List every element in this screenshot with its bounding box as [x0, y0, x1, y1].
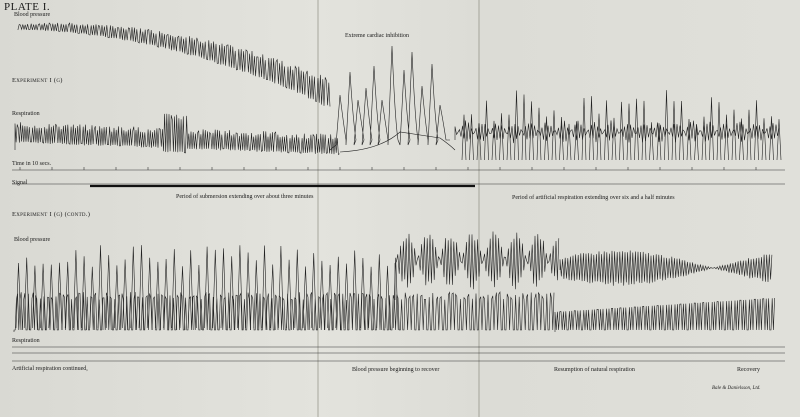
top-respiration-label: Respiration — [12, 111, 40, 117]
top-blood-pressure-label: Blood pressure — [14, 12, 51, 18]
respiration-wave — [15, 114, 340, 155]
natural-respiration-caption: Resumption of natural respiration — [554, 367, 635, 373]
bp-recovery-right — [560, 251, 772, 286]
bp-recovery-dense — [395, 232, 559, 301]
printer-credit: Bale & Danielsson, Ltd. — [712, 386, 761, 391]
bottom-respiration-label: Respiration — [12, 338, 40, 344]
top-blood-pressure-trace — [18, 23, 781, 160]
bp-inhibition-spikes — [330, 46, 450, 150]
recovery-caption: Recovery — [737, 367, 760, 373]
signal-label: Signal — [12, 180, 28, 186]
time-label: Time in 10 secs. — [12, 161, 52, 167]
respiration-natural — [555, 298, 775, 332]
artificial-respiration-caption: Period of artificial respiration extending over six and a half minutes — [512, 195, 675, 201]
top-time-marker-line — [12, 167, 785, 170]
bp-peaks-left — [16, 245, 398, 330]
bottom-blood-pressure-label: Blood pressure — [14, 237, 51, 243]
artificial-respiration-continued-caption: Artificial respiration continued, — [12, 366, 88, 372]
bottom-baseline-lines — [12, 347, 785, 361]
submersion-caption: Period of submersion extending over about three minutes — [176, 194, 314, 200]
bottom-respiration-trace — [14, 292, 775, 332]
bp-wave-right — [455, 120, 779, 143]
respiration-wave-bottom — [14, 292, 554, 332]
top-experiment-label: Experiment I (g) — [12, 77, 63, 84]
bp-wave-dense — [18, 23, 330, 107]
plate-title: PLATE I. — [4, 1, 51, 13]
blood-pressure-recover-caption: Blood pressure beginning to recover — [352, 367, 440, 373]
bottom-experiment-label: Experiment I (g) (contd.) — [12, 211, 91, 218]
top-signal-line — [12, 184, 785, 186]
peaks-right — [462, 90, 781, 160]
cardiac-inhibition-annotation: Extreme cardiac inhibition — [345, 33, 409, 39]
